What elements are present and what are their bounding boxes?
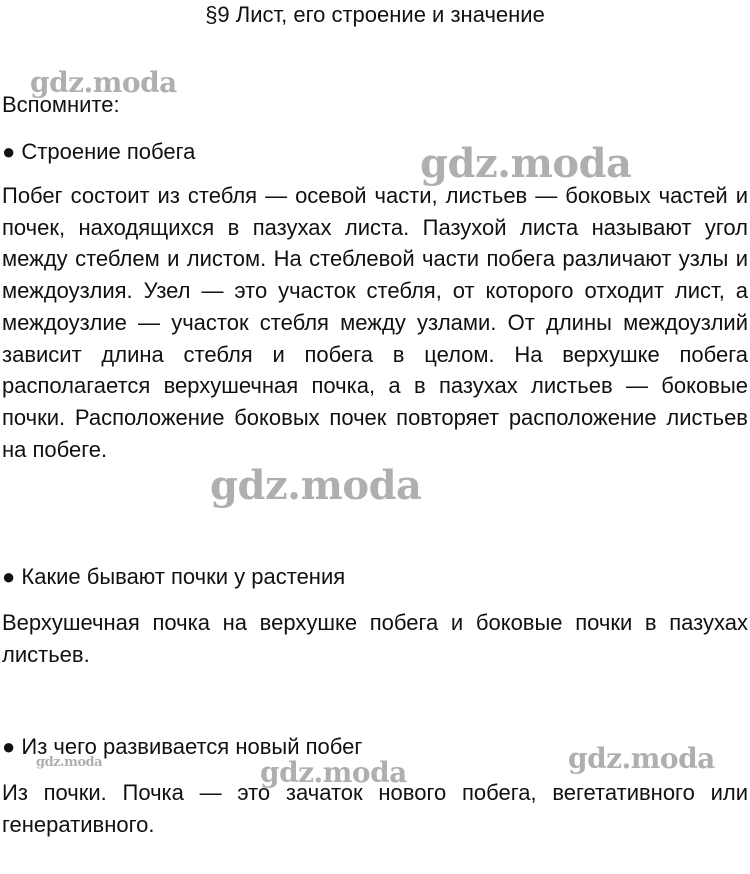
- section-text-shoot-structure: Побег состоит из стебля — осевой части, листьев — боковых частей и почек, находящихся в пазухах листа. Пазухой листа называют угол между стеблем и листом. На стеблевой части побега различают узлы и междоузлия. Узел — это участок стебля, от которого отходит лист, а междоузлие — участок стебля между узлами. От длины междоузлий зависит длина стебля и побега в целом. На верхушке побега располагается верхушечная почка, а в пазухах листьев — боковые почки. Расположение боковых почек повторяет расположение листьев на побеге.: [2, 183, 748, 462]
- section-text-bud-types: Верхушечная почка на верхушке побега и боковые почки в пазухах листьев.: [2, 610, 748, 667]
- watermark: gdz.moda: [420, 140, 632, 187]
- section-heading-new-shoot: ● Из чего развивается новый побег: [2, 734, 363, 759]
- watermark: gdz.moda: [36, 755, 103, 770]
- watermark: gdz.moda: [210, 462, 422, 509]
- watermark: gdz.moda: [568, 742, 715, 775]
- watermark: gdz.moda: [260, 756, 407, 789]
- watermark: gdz.moda: [30, 66, 177, 99]
- section-heading-bud-types: ● Какие бывают почки у растения: [2, 564, 346, 589]
- section-text-new-shoot: Из почки. Почка — это зачаток нового побега, вегетативного или генеративного.: [2, 780, 748, 837]
- section-heading-shoot-structure: ● Строение побега: [2, 139, 196, 164]
- page-title: §9 Лист, его строение и значение: [205, 2, 545, 27]
- remember-label: Вспомните:: [2, 92, 120, 117]
